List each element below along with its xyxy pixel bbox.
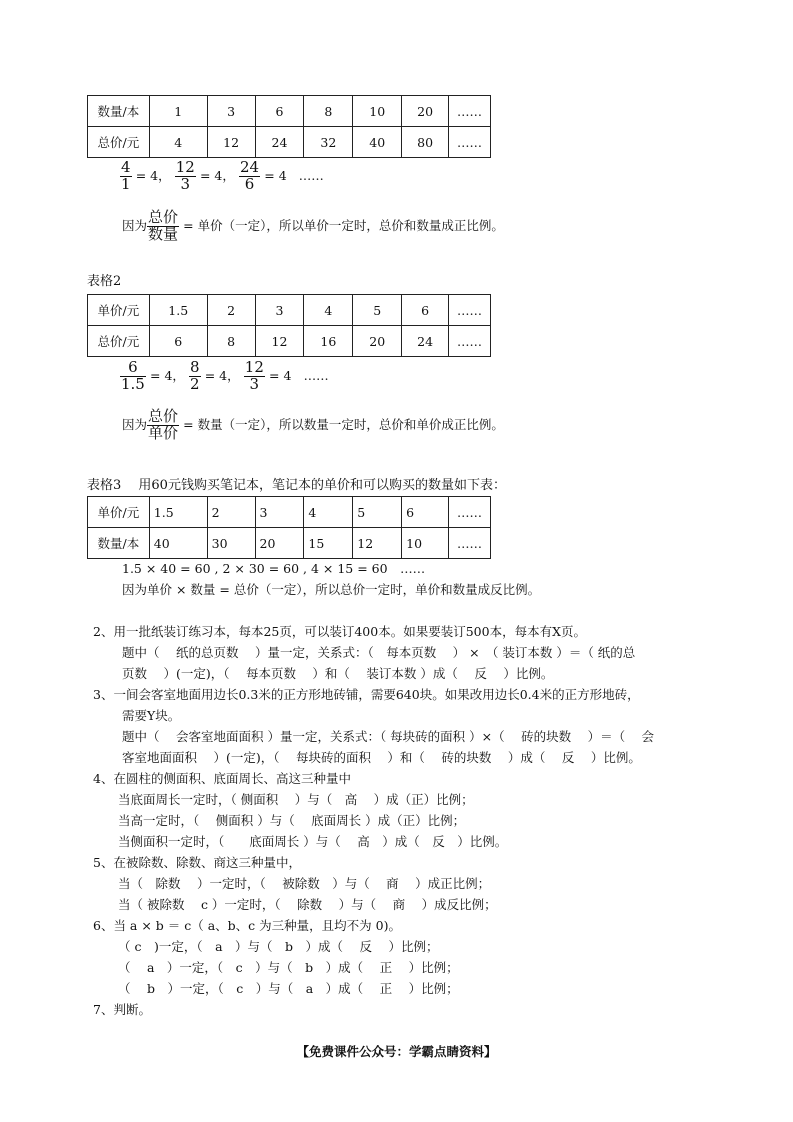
row-header: 总价/元 — [88, 127, 150, 158]
product-equation: 1.5 × 40 = 60 , 2 × 30 = 60 , 4 × 15 = 60 …… — [122, 561, 426, 576]
ratio-line-1: $\frac{4}{1}$ = 4， $\frac{12}{3}$ = 4， $\frac{24}{6}$ = 4 …… — [121, 158, 324, 193]
table-2-title: 表格2 — [87, 274, 122, 289]
row-header: 单价/元 — [88, 295, 150, 326]
table-cell: 5 — [353, 295, 402, 326]
question-5-line: 当（ 被除数 c ）一定时，（ 除数 ）与（ 商 ）成反比例； — [118, 897, 497, 912]
table-row — [88, 326, 491, 357]
table-cell: 6 — [402, 295, 449, 326]
question-4-line: 当底面周长一定时，（ 侧面积 ）与（ 高 ）成（正）比例； — [118, 792, 474, 807]
table-cell: 30 — [207, 528, 255, 559]
table-cell: 16 — [304, 326, 353, 357]
question-6-line: （ a ）一定，（ c ）与（ b ）成（ 正 ）比例； — [118, 960, 459, 975]
question-2-line: 页数 ）(一定)，（ 每本页数 ）和（ 装订本数 ）成（ 反 ）比例。 — [122, 666, 554, 681]
table-cell: 4 — [149, 127, 207, 158]
table-cell: …… — [449, 127, 491, 158]
table-cell: 6 — [402, 497, 449, 528]
question-3-line: 需要Y块。 — [122, 708, 181, 723]
table-cell: 2 — [207, 497, 255, 528]
table-cell: 4 — [304, 295, 353, 326]
fraction: $\frac{\text{总价}}{\text{单价}}$ — [148, 407, 179, 442]
table-cell: 3 — [255, 497, 304, 528]
question-2-line: 题中（ 纸的总页数 ）量一定，关系式：（ 每本页数 ） × （ 装订本数 ）＝（ 纸的总 — [122, 645, 636, 660]
explanation-3: 因为单价 × 数量 = 总价（一定），所以总价一定时，单价和数量成反比例。 — [122, 582, 541, 597]
row-header: 总价/元 — [88, 326, 150, 357]
question-3-line: 题中（ 会客室地面面积 ）量一定，关系式：（ 每块砖的面积 ）×（ 砖的块数 ）＝（ 会 — [122, 729, 655, 744]
question-5: 5、在被除数、除数、商这三种量中， — [93, 855, 301, 870]
table-cell: 20 — [402, 96, 449, 127]
table-cell: 20 — [353, 326, 402, 357]
table-cell: …… — [449, 528, 491, 559]
table-3-title: 表格3 用60元钱购买笔记本，笔记本的单价和可以购买的数量如下表： — [87, 478, 506, 493]
table-cell: 40 — [353, 127, 402, 158]
table-cell: …… — [449, 326, 491, 357]
table-cell: 8 — [207, 326, 255, 357]
fraction: $\frac{\text{总价}}{\text{数量}}$ — [148, 208, 179, 243]
fraction: $\frac{4}{1}$ — [121, 158, 131, 193]
table-cell: 12 — [353, 528, 402, 559]
table-row — [88, 127, 491, 158]
table-cell: 6 — [149, 326, 207, 357]
question-6-line: （ c )一定，（ a ）与（ b ）成（ 反 ）比例； — [118, 939, 439, 954]
table-cell: 10 — [402, 528, 449, 559]
fraction: $\frac{8}{2}$ — [190, 358, 200, 393]
fraction: $\frac{12}{3}$ — [244, 358, 264, 393]
question-2: 2、用一批纸装订练习本，每本25页，可以装订400本。如果要装订500本，每本有X页。 — [93, 624, 586, 639]
table-cell: 15 — [304, 528, 353, 559]
table-cell: 6 — [255, 96, 304, 127]
table-cell: 20 — [255, 528, 304, 559]
table-row — [88, 528, 491, 559]
question-3-line: 客室地面面积 ）(一定)，（ 每块砖的面积 ）和（ 砖的块数 ）成（ 反 ）比例。 — [122, 750, 641, 765]
table-cell: 1.5 — [149, 497, 207, 528]
table-cell: 1 — [149, 96, 207, 127]
table-cell: 2 — [207, 295, 255, 326]
table-3 — [87, 496, 491, 559]
ratio-line-2: $\frac{6}{1.5}$ = 4， $\frac{8}{2}$ = 4， $\frac{12}{3}$ = 4 …… — [121, 358, 329, 393]
row-header: 单价/元 — [88, 497, 150, 528]
table-cell: 24 — [402, 326, 449, 357]
question-6-line: （ b ）一定，（ c ）与（ a ）成（ 正 ）比例； — [118, 981, 459, 996]
question-4-line: 当侧面积一定时，（ 底面周长 ）与（ 高 ）成（ 反 ）比例。 — [118, 834, 508, 849]
table-cell: …… — [449, 497, 491, 528]
table-cell: 40 — [149, 528, 207, 559]
table-cell: …… — [449, 295, 491, 326]
row-header: 数量/本 — [88, 528, 150, 559]
page-footer: 【免费课件公众号：学霸点睛资料】 — [296, 1044, 497, 1059]
table-cell: 12 — [207, 127, 255, 158]
explanation-2: 因为 $\frac{\text{总价}}{\text{单价}}$ = 数量（一定），所以数量一定时，总价和单价成正比例。 — [122, 407, 504, 442]
question-4: 4、在圆柱的侧面积、底面周长、高这三种量中 — [93, 771, 351, 786]
table-row — [88, 295, 491, 326]
table-cell: 80 — [402, 127, 449, 158]
table-cell: 8 — [304, 96, 353, 127]
table-row — [88, 96, 491, 127]
table-2 — [87, 294, 491, 357]
fraction: $\frac{24}{6}$ — [240, 158, 260, 193]
question-5-line: 当（ 除数 ）一定时，（ 被除数 ）与（ 商 ）成正比例； — [118, 876, 491, 891]
row-header: 数量/本 — [88, 96, 150, 127]
table-cell: 1.5 — [149, 295, 207, 326]
table-cell: 5 — [353, 497, 402, 528]
question-7: 7、判断。 — [93, 1002, 151, 1017]
table-cell: 10 — [353, 96, 402, 127]
table-cell: 12 — [255, 326, 304, 357]
question-4-line: 当高一定时，（ 侧面积 ）与（ 底面周长 ）成（正）比例； — [118, 813, 466, 828]
table-cell: 3 — [255, 295, 304, 326]
question-6: 6、当 a × b ＝ c（ a、b、c 为三种量，且均不为 0)。 — [93, 918, 401, 933]
fraction: $\frac{12}{3}$ — [175, 158, 195, 193]
table-cell: 32 — [304, 127, 353, 158]
table-cell: 24 — [255, 127, 304, 158]
table-cell: 3 — [207, 96, 255, 127]
table-1 — [87, 95, 491, 158]
table-row — [88, 497, 491, 528]
question-3: 3、一间会客室地面用边长0.3米的正方形地砖铺，需要640块。如果改用边长0.4米的正方形地砖， — [93, 687, 640, 702]
explanation-1: 因为 $\frac{\text{总价}}{\text{数量}}$ = 单价（一定），所以单价一定时，总价和数量成正比例。 — [122, 208, 504, 243]
fraction: $\frac{6}{1.5}$ — [121, 358, 145, 393]
table-cell: …… — [449, 96, 491, 127]
table-cell: 4 — [304, 497, 353, 528]
